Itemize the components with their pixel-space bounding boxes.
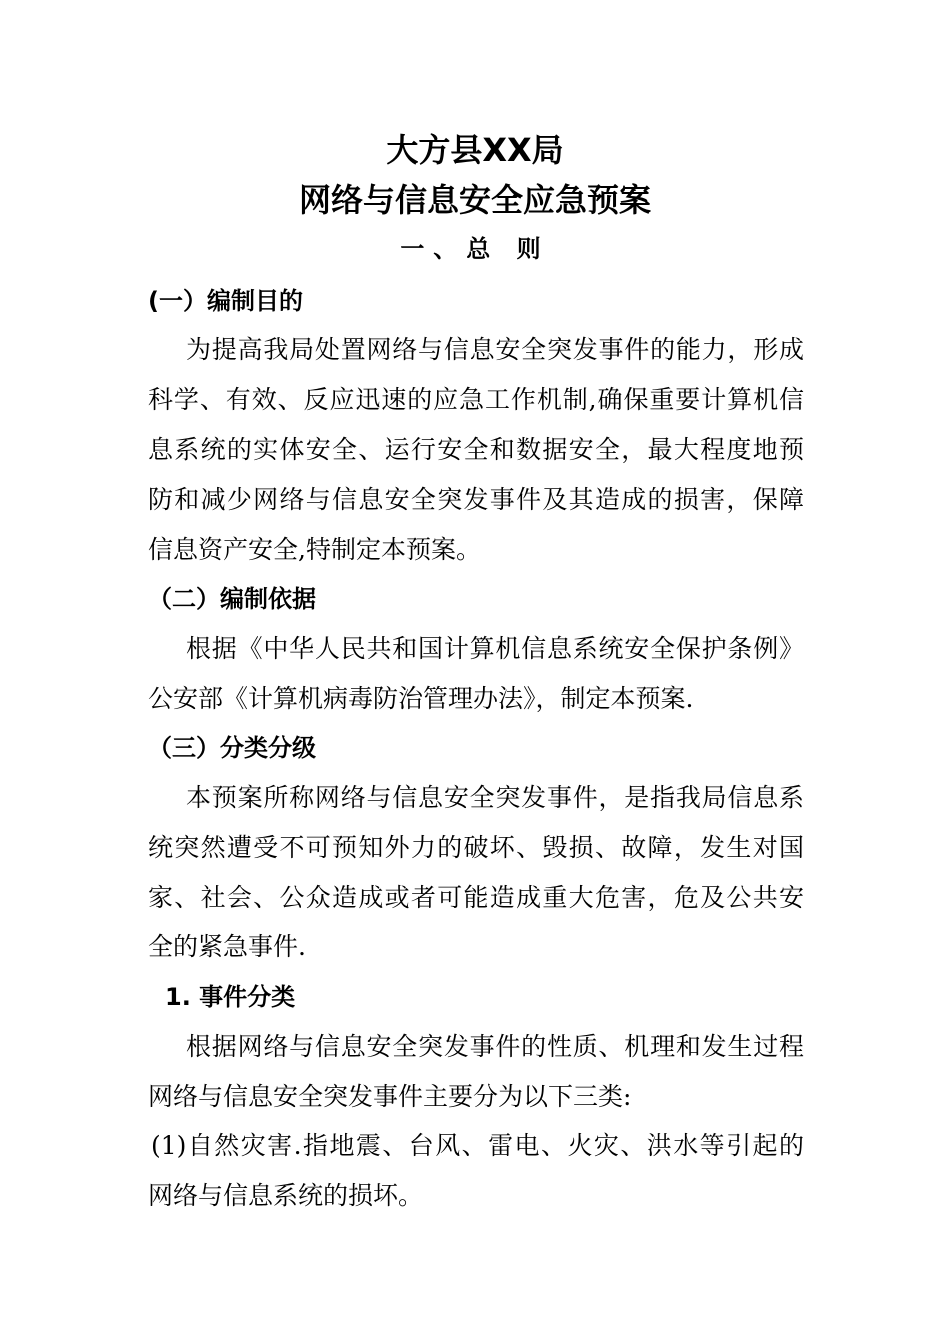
paragraph-line: 统突然遭受不可预知外力的破坏、毁损、故障，发生对国 [148, 833, 804, 862]
paragraph-line: 家、社会、公众造成或者可能造成重大危害，危及公共安 [148, 883, 804, 912]
paragraph-line: (1)自然灾害.指地震、台风、雷电、火灾、洪水等引起的 [151, 1131, 804, 1160]
paragraph-line: 息系统的实体安全、运行安全和数据安全，最大程度地预 [148, 435, 804, 464]
section-heading: （三）分类分级 [148, 734, 316, 762]
chapter-heading: 一、总 则 [400, 235, 550, 263]
paragraph-line: 全的紧急事件. [148, 932, 306, 961]
paragraph-line: 为提高我局处置网络与信息安全突发事件的能力，形成 [186, 335, 804, 364]
paragraph-line: 本预案所称网络与信息安全突发事件，是指我局信息系 [186, 783, 804, 812]
paragraph-line: 根据网络与信息安全突发事件的性质、机理和发生过程 [186, 1032, 804, 1061]
paragraph-line: 根据《中华人民共和国计算机信息系统安全保护条例》 [186, 634, 804, 663]
paragraph-line: 公安部《计算机病毒防治管理办法》，制定本预案. [148, 684, 694, 713]
paragraph-line: 信息资产安全,特制定本预案。 [148, 535, 481, 564]
document-title: 大方县XX局 [386, 131, 564, 169]
section-heading: (一）编制目的 [148, 287, 303, 315]
paragraph-line: 网络与信息安全突发事件主要分为以下三类: [148, 1082, 632, 1111]
section-heading: （二）编制依据 [148, 585, 316, 613]
paragraph-line: 科学、有效、反应迅速的应急工作机制,确保重要计算机信 [148, 385, 804, 414]
paragraph-line: 防和减少网络与信息安全突发事件及其造成的损害，保障 [148, 485, 804, 514]
section-heading: 1. 事件分类 [165, 983, 296, 1011]
document-subtitle: 网络与信息安全应急预案 [298, 181, 651, 219]
paragraph-line: 网络与信息系统的损坏。 [148, 1181, 424, 1210]
